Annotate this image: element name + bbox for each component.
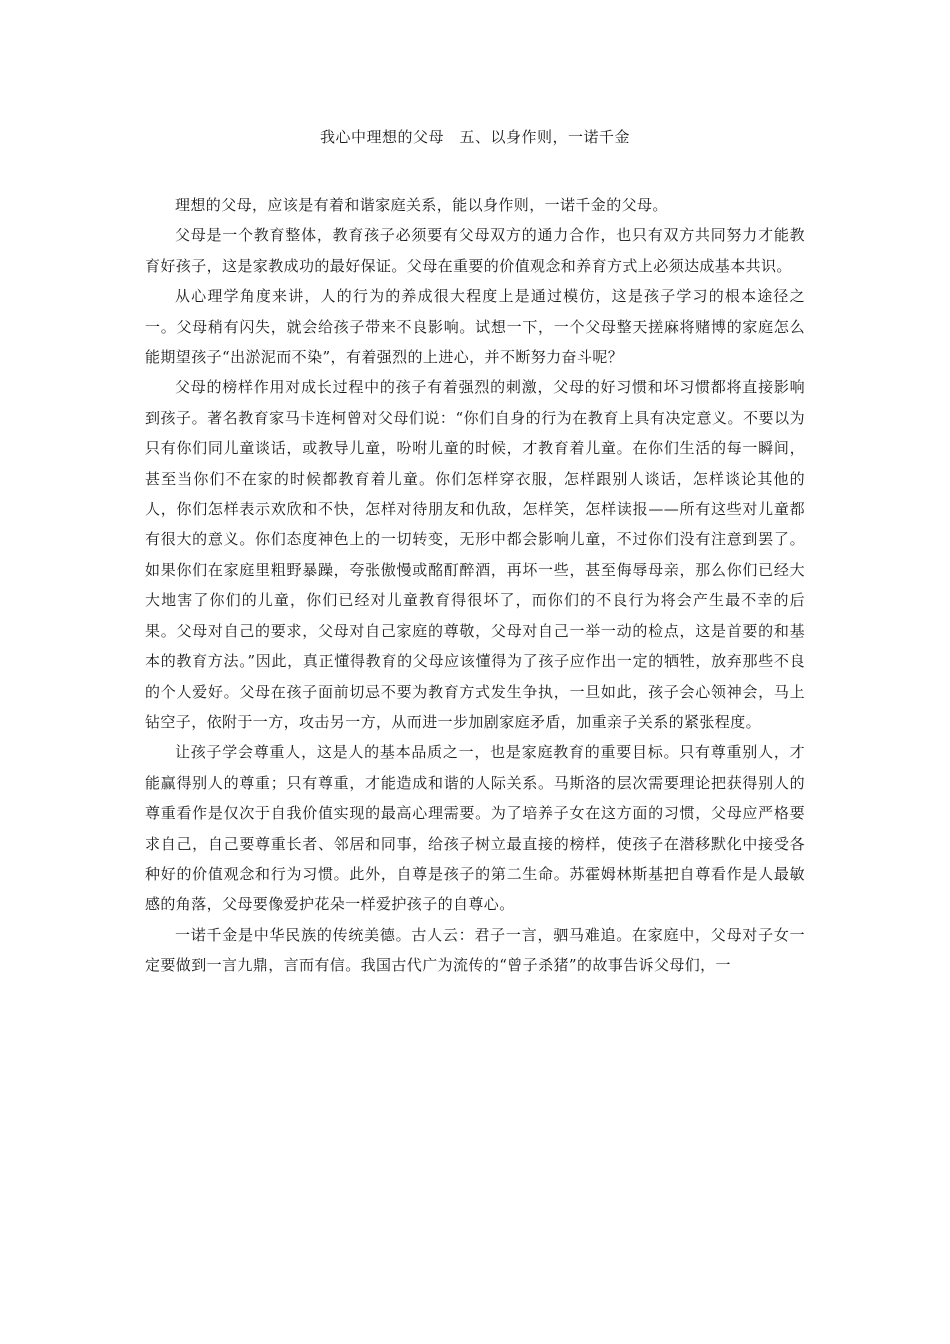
paragraph-6: 一诺千金是中华民族的传统美德。古人云：君子一言，驷马难追。在家庭中，父母对子女一定要做到一言九鼎，言而有信。我国古代广为流传的“曾子杀猪”的故事告诉父母们，一 xyxy=(145,925,805,975)
paragraph-3: 从心理学角度来讲，人的行为的养成很大程度上是通过模仿，这是孩子学习的根本途径之一。父母稍有闪失，就会给孩子带来不良影响。试想一下，一个父母整天搓麻将赌博的家庭怎么能期望孩子“出淤泥而不染”，有着强烈的上进心，并不断努力奋斗呢？ xyxy=(145,287,805,367)
paragraph-2: 父母是一个教育整体，教育孩子必须要有父母双方的通力合作，也只有双方共同努力才能教育好孩子，这是家教成功的最好保证。父母在重要的价值观念和养育方式上必须达成基本共识。 xyxy=(145,226,805,275)
paragraph-1: 理想的父母，应该是有着和谐家庭关系，能以身作则，一诺千金的父母。 xyxy=(175,196,668,214)
document-body xyxy=(145,190,805,981)
paragraph-4: 父母的榜样作用对成长过程中的孩子有着强烈的刺激，父母的好习惯和坏习惯都将直接影响到孩子。著名教育家马卡连柯曾对父母们说：“你们自身的行为在教育上具有决定意义。不要以为只有你们同儿童谈话，或教导儿童，吩咐儿童的时候，才教育着儿童。在你们生活的每一瞬间，甚至当你们不在家的时候都教育着儿童。你们怎样穿衣服，怎样跟别人谈话，怎样谈论其他的人，你们怎样表示欢欣和不快，怎样对待朋友和仇敌，怎样笑，怎样读报——所有这些对儿童都有很大的意义。你们态度神色上的一切转变，无形中都会影响儿童，不过你们没有注意到罢了。如果你们在家庭里粗野暴躁，夸张傲慢或酩酊醉酒，再坏一些，甚至侮辱母亲，那么你们已经大大地害了你们的儿童，你们已经对儿童教育得很坏了，而你们的不良行为将会产生最不幸的后果。父母对自己的要求，父母对自己家庭的尊敬，父母对自己一举一动的检点，这是首要的和基本的教育方法。”因此，真正懂得教育的父母应该懂得为了孩子应作出一定的牺牲，放弃那些不良的个人爱好。父母在孩子面前切忌不要为教育方式发生争执，一旦如此，孩子会心领神会，马上钻空子，依附于一方，攻击另一方，从而进一步加剧家庭矛盾，加重亲子关系的紧张程度。 xyxy=(145,378,805,731)
paragraph-5: 让孩子学会尊重人，这是人的基本品质之一，也是家庭教育的重要目标。只有尊重别人，才能赢得别人的尊重；只有尊重，才能造成和谐的人际关系。马斯洛的层次需要理论把获得别人的尊重看作是仅次于自我价值实现的最高心理需要。为了培养子女在这方面的习惯，父母应严格要求自己，自己要尊重长者、邻居和同事，给孩子树立最直接的榜样，使孩子在潜移默化中接受各种好的价值观念和行为习惯。此外，自尊是孩子的第二生命。苏霍姆林斯基把自尊看作是人最敏感的角落，父母要像爱护花朵一样爱护孩子的自尊心。 xyxy=(145,743,805,914)
document-title: 我心中理想的父母 五、以身作则，一诺千金 xyxy=(319,128,630,146)
